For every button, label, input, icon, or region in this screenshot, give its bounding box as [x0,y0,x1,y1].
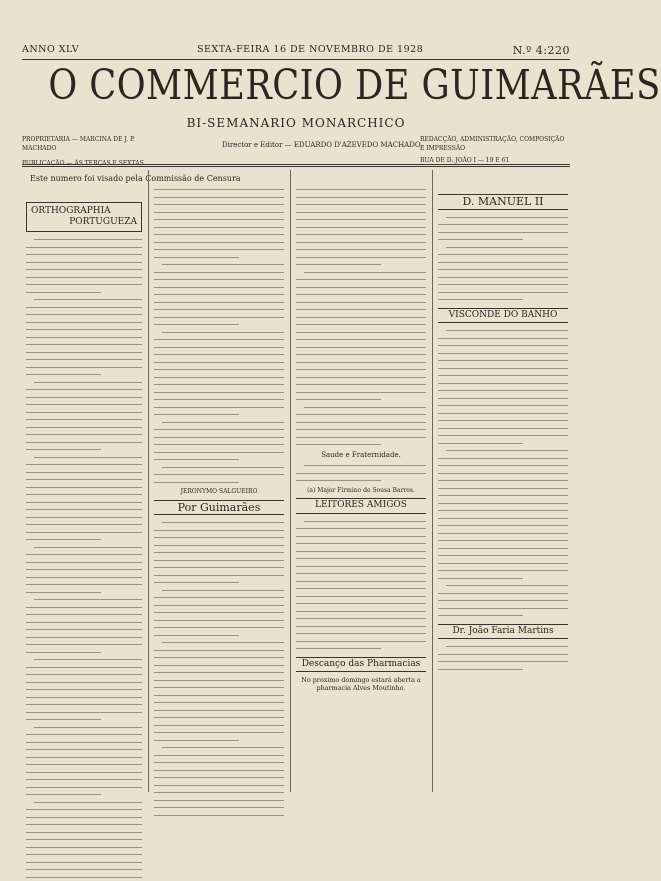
orthographia-heading [26,202,142,232]
column-divider [432,170,433,792]
column-4 [438,186,568,792]
newspaper-title: O COMMERCIO DE GUIMARÃES [48,61,661,109]
masthead-bottom-rule [22,164,570,167]
owner-label: PROPRIETARIA — MARCINA DE J. P. MACHADO [22,136,135,152]
article-body [296,518,426,653]
editor-label: Director e Editor — EDUARDO D'AZEVEDO MACHADO [222,141,421,149]
heading-line-2: PORTUGUEZA [69,217,137,227]
article-ending [296,462,426,485]
pharmacy-notice: No proximo domingo estará aberta a pharmacia Alves Moutinho. [301,676,421,692]
visconde-heading: VISCONDE DO BANHO [438,308,568,324]
column-divider [148,170,149,792]
article-body [154,519,284,819]
article-body [438,643,568,673]
article-body [438,327,568,620]
censorship-notice: Este numero foi visado pela Commissão de Censura [30,174,241,183]
masthead-topline [22,44,570,58]
article-continuation [154,186,284,486]
pharmacies-heading: Descanço das Pharmacias [296,657,426,673]
d-manuel-heading: D. MANUEL II [438,194,568,210]
column-3 [296,186,426,792]
column-1 [26,198,142,792]
heading-line-1: ORTHOGRAPHIA [31,206,111,216]
publication-label: PUBLICAÇÃO — ÁS TERÇAS E SEXTAS [22,160,144,167]
por-guimaraes-heading: Por Guimarães [154,500,284,516]
joao-faria-heading: Dr. João Faria Martins [438,624,568,640]
column-2 [154,186,284,792]
address-label: RUA DE D. JOÃO I — 19 E 61 [420,157,510,164]
masthead-top-rule [22,59,570,60]
year-label: ANNO XLV [22,44,80,55]
article-continuation [296,186,426,449]
office-label: REDACÇÃO, ADMINISTRAÇÃO, COMPOSIÇÃO E IMPRESSÃO [420,136,565,152]
article-body [438,214,568,304]
leitores-amigos-heading: LEITORES AMIGOS [296,498,426,514]
article-signature: JERONYMO SALGUEIRO [180,488,258,495]
column-divider [290,170,291,792]
article-signature: (a) Major Firmino de Sousa Barros. [307,486,415,494]
closing-line: Saude e Fraternidade. [321,450,401,459]
issue-number: N.º 4:220 [512,44,570,57]
newspaper-subtitle: BI-SEMANARIO MONARCHICO [186,116,406,130]
article-body [26,236,142,881]
issue-date: SEXTA-FEIRA 16 DE NOVEMBRO DE 1928 [197,44,424,55]
